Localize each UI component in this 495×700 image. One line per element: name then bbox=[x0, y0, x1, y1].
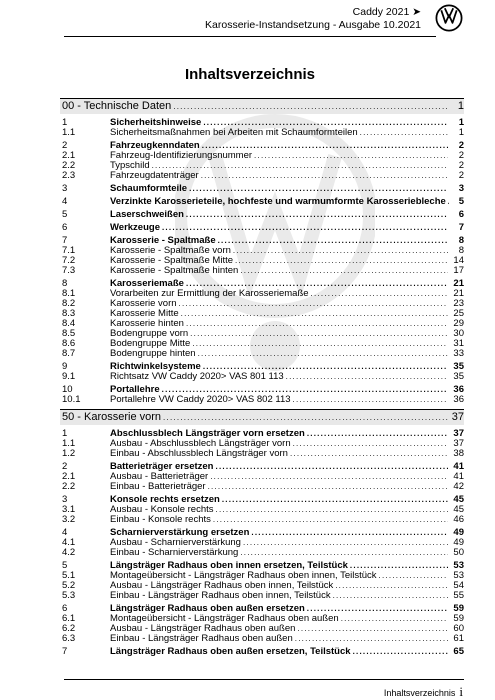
toc-leader-dots bbox=[233, 246, 448, 256]
page-header bbox=[121, 6, 421, 32]
toc-entry[interactable] bbox=[60, 184, 464, 194]
toc-entry-title: Verzinkte Karosserieteile, hochfeste und warmumformte Karosseriebleche bbox=[110, 196, 446, 207]
toc-entry-number: 6.2 bbox=[62, 623, 76, 634]
toc-page-number: 2 bbox=[458, 150, 464, 161]
toc-page-number: 61 bbox=[453, 633, 464, 644]
toc-leader-dots bbox=[360, 128, 448, 138]
toc-leader-dots bbox=[254, 151, 448, 161]
toc-entry-title: Batterieträger ersetzen bbox=[110, 461, 214, 472]
toc-entry-title: Längsträger Radhaus oben außen ersetzen, Teilstück bbox=[110, 646, 351, 657]
toc-entry-title: Richtwinkelsysteme bbox=[110, 361, 201, 372]
toc-entry-number: 3 bbox=[62, 183, 68, 194]
toc-entry[interactable] bbox=[60, 223, 464, 233]
toc-entry-title: Längsträger Radhaus oben innen ersetzen, Teilstück bbox=[110, 560, 348, 571]
toc-page-number: 35 bbox=[453, 361, 464, 372]
toc-page-number: 37 bbox=[453, 438, 464, 449]
toc-page-number: 1 bbox=[458, 117, 464, 128]
toc-page-number: 41 bbox=[453, 471, 464, 482]
toc-entry-number: 7.3 bbox=[62, 265, 76, 276]
toc-entry-number: 1.2 bbox=[62, 448, 76, 459]
toc-page-number: 23 bbox=[453, 298, 464, 309]
toc-page-number: 38 bbox=[453, 448, 464, 459]
toc-page-number: 8 bbox=[458, 235, 464, 246]
toc-entry-title: Einbau - Abschlussblech Längsträger vorn bbox=[110, 448, 288, 459]
toc-entry-number: 5.3 bbox=[62, 590, 76, 601]
toc-page-number: 17 bbox=[453, 265, 464, 276]
toc-entry-title: Schaumformteile bbox=[110, 183, 188, 194]
toc-page-number: 30 bbox=[453, 328, 464, 339]
toc-page-number: 50 bbox=[453, 547, 464, 558]
toc-entry-number: 2.1 bbox=[62, 471, 76, 482]
toc-leader-dots bbox=[201, 171, 448, 181]
toc-leader-dots bbox=[341, 614, 448, 624]
toc-entry[interactable] bbox=[60, 591, 464, 601]
toc-entry-title: Karosserie - Spaltmaße Mitte bbox=[110, 255, 234, 266]
table-of-contents bbox=[60, 94, 464, 657]
toc-leader-dots bbox=[198, 349, 448, 359]
toc-entry-title: Ausbau - Konsole rechts bbox=[110, 504, 214, 515]
toc-page-number: 49 bbox=[453, 537, 464, 548]
toc-entry-title: Abschlussblech Längsträger vorn ersetzen bbox=[110, 428, 305, 439]
toc-entry-number: 7.1 bbox=[62, 245, 76, 256]
toc-page-number: 37 bbox=[451, 411, 464, 423]
toc-entry-number: 9.1 bbox=[62, 371, 76, 382]
toc-entry-title: Montageübersicht - Längsträger Radhaus oben innen, Teilstück bbox=[110, 570, 377, 581]
toc-page-number: 35 bbox=[453, 371, 464, 382]
toc-entry-title: Ausbau - Scharnierverstärkung bbox=[110, 537, 241, 548]
toc-entry-title: Einbau - Konsole rechts bbox=[110, 514, 211, 525]
toc-entry-number: 6 bbox=[62, 603, 68, 614]
toc-entry-title: 00 - Technische Daten bbox=[62, 100, 172, 112]
toc-entry-title: Einbau - Längsträger Radhaus oben außen bbox=[110, 633, 293, 644]
toc-entry-number: 10 bbox=[62, 384, 73, 395]
toc-page-number: 31 bbox=[453, 338, 464, 349]
toc-entry[interactable] bbox=[60, 548, 464, 558]
toc-leader-dots bbox=[208, 482, 448, 492]
toc-entry-number: 1.1 bbox=[62, 127, 76, 138]
toc-entry-title: Längsträger Radhaus oben außen ersetzen bbox=[110, 603, 305, 614]
toc-page-number: 59 bbox=[453, 613, 464, 624]
toc-page-number: 5 bbox=[458, 196, 464, 207]
toc-entry-number: 3 bbox=[62, 494, 68, 505]
toc-entry-title: Montageübersicht - Längsträger Radhaus oben außen bbox=[110, 613, 339, 624]
toc-leader-dots bbox=[307, 429, 448, 439]
toc-entry-number: 6 bbox=[62, 222, 68, 233]
toc-entry-title: Bodengruppe vorn bbox=[110, 328, 189, 339]
toc-page-number: 7 bbox=[458, 222, 464, 233]
toc-page-number: 45 bbox=[453, 504, 464, 515]
toc-entry[interactable] bbox=[60, 634, 464, 644]
toc-entry-number: 8.6 bbox=[62, 338, 76, 349]
toc-entry-number: 6.1 bbox=[62, 613, 76, 624]
toc-entry-title: Ausbau - Längsträger Radhaus oben innen, Teilstück bbox=[110, 580, 334, 591]
toc-entry-number: 5 bbox=[62, 560, 68, 571]
toc-page-number: 36 bbox=[453, 384, 464, 395]
toc-entry-number: 7 bbox=[62, 235, 68, 246]
toc-entry-title: Ausbau - Längsträger Radhaus oben außen bbox=[110, 623, 296, 634]
toc-entry-number: 1.1 bbox=[62, 438, 76, 449]
toc-entry-title: Bodengruppe Mitte bbox=[110, 338, 191, 349]
page-title: Inhaltsverzeichnis bbox=[184, 66, 316, 83]
toc-entry-number: 7 bbox=[62, 646, 68, 657]
toc-entry-number: 4 bbox=[62, 196, 68, 207]
toc-entry[interactable] bbox=[60, 482, 464, 492]
toc-leader-dots bbox=[162, 223, 448, 233]
toc-entry-title: Ausbau - Batterieträger bbox=[110, 471, 209, 482]
toc-page-number: 60 bbox=[453, 623, 464, 634]
toc-leader-dots bbox=[251, 528, 448, 538]
toc-entry-number: 2.3 bbox=[62, 170, 76, 181]
header-divider bbox=[64, 36, 436, 37]
toc-entry-title: Karosserie - Spaltmaße hinten bbox=[110, 265, 239, 276]
toc-leader-dots bbox=[186, 319, 448, 329]
toc-entry-title: Karosseriemaße bbox=[110, 278, 184, 289]
toc-entry-title: Einbau - Scharnierverstärkung bbox=[110, 547, 239, 558]
toc-entry-number: 8 bbox=[62, 278, 68, 289]
toc-page-number: 41 bbox=[453, 461, 464, 472]
toc-entry[interactable] bbox=[60, 449, 464, 459]
toc-page-number: 6 bbox=[458, 209, 464, 220]
toc-page-number: 33 bbox=[453, 348, 464, 359]
toc-chapter[interactable] bbox=[60, 409, 464, 425]
toc-entry-number: 7.2 bbox=[62, 255, 76, 266]
toc-page-number: 29 bbox=[453, 318, 464, 329]
toc-leader-dots bbox=[213, 515, 448, 525]
toc-entry[interactable] bbox=[60, 349, 464, 359]
toc-leader-dots bbox=[286, 372, 448, 382]
page-footer bbox=[384, 684, 463, 700]
toc-entry-title: 50 - Karosserie vorn bbox=[62, 411, 162, 423]
toc-entry-title: Portallehre VW Caddy 2020> VAS 802 113 bbox=[110, 394, 291, 405]
toc-entry-number: 5.2 bbox=[62, 580, 76, 591]
toc-entry-title: Scharnierverstärkung ersetzen bbox=[110, 527, 250, 538]
toc-page-number: 54 bbox=[453, 580, 464, 591]
toc-leader-dots bbox=[243, 538, 448, 548]
toc-leader-dots bbox=[210, 472, 448, 482]
toc-entry-number: 10.1 bbox=[62, 394, 81, 405]
toc-leader-dots bbox=[190, 329, 448, 339]
toc-leader-dots bbox=[222, 495, 448, 505]
toc-page-number: 65 bbox=[453, 646, 464, 657]
header-subtitle: Karosserie-Instandsetzung - Ausgabe 10.2021 bbox=[205, 19, 421, 31]
toc-leader-dots bbox=[295, 634, 448, 644]
toc-entry-number: 8.2 bbox=[62, 298, 76, 309]
toc-page-number: 3 bbox=[458, 183, 464, 194]
toc-entry-number: 4.1 bbox=[62, 537, 76, 548]
toc-entry-title: Portallehre bbox=[110, 384, 160, 395]
toc-entry-number: 8.5 bbox=[62, 328, 76, 339]
toc-entry-title: Sicherheitsmaßnahmen bei Arbeiten mit Schaumformteilen bbox=[110, 127, 358, 138]
toc-entry-number: 2.1 bbox=[62, 150, 76, 161]
toc-entry-number: 5 bbox=[62, 209, 68, 220]
toc-entry-number: 8.7 bbox=[62, 348, 76, 359]
toc-leader-dots bbox=[192, 339, 448, 349]
toc-entry[interactable] bbox=[60, 171, 464, 181]
toc-entry-title: Karosserie - Spaltmaße vorn bbox=[110, 245, 231, 256]
toc-entry-title: Laserschweißen bbox=[110, 209, 184, 220]
toc-leader-dots bbox=[163, 410, 448, 425]
toc-entry-number: 2 bbox=[62, 140, 68, 151]
toc-entry-number: 2.2 bbox=[62, 481, 76, 492]
toc-page-number: 1 bbox=[458, 127, 464, 138]
toc-entry-number: 4 bbox=[62, 527, 68, 538]
toc-entry-title: Ausbau - Abschlussblech Längsträger vorn bbox=[110, 438, 291, 449]
toc-entry-title: Karosserie vorn bbox=[110, 298, 177, 309]
toc-page-number: 1 bbox=[457, 100, 464, 112]
toc-leader-dots bbox=[293, 439, 448, 449]
toc-page-number: 53 bbox=[453, 560, 464, 571]
toc-page-number: 45 bbox=[453, 494, 464, 505]
toc-entry-number: 3.1 bbox=[62, 504, 76, 515]
toc-entry-number: 1 bbox=[62, 428, 68, 439]
toc-leader-dots bbox=[173, 99, 448, 114]
toc-entry-title: Sicherheitshinweise bbox=[110, 117, 202, 128]
toc-leader-dots bbox=[235, 256, 448, 266]
toc-page-number: 46 bbox=[453, 514, 464, 525]
toc-entry-title: Karosserie Mitte bbox=[110, 308, 179, 319]
toc-entry[interactable] bbox=[60, 647, 464, 657]
footer-divider bbox=[64, 679, 464, 680]
toc-entry-title: Fahrzeug-Identifizierungsnummer bbox=[110, 150, 253, 161]
toc-entry-title: Karosserie hinten bbox=[110, 318, 184, 329]
toc-page-number: 55 bbox=[453, 590, 464, 601]
toc-entry[interactable] bbox=[60, 372, 464, 382]
toc-page-number: 8 bbox=[458, 245, 464, 256]
toc-entry-number: 1 bbox=[62, 117, 68, 128]
toc-page-number: 2 bbox=[458, 170, 464, 181]
toc-leader-dots bbox=[240, 266, 448, 276]
toc-leader-dots bbox=[335, 581, 448, 591]
toc-entry-title: Richtsatz VW Caddy 2020> VAS 801 113 bbox=[110, 371, 284, 382]
toc-entry-title: Vorarbeiten zur Ermittlung der Karosseriemaße bbox=[110, 288, 309, 299]
toc-leader-dots bbox=[379, 571, 448, 581]
toc-entry-number: 4.2 bbox=[62, 547, 76, 558]
toc-page-number: 36 bbox=[453, 394, 464, 405]
toc-page-number: 2 bbox=[458, 160, 464, 171]
vw-logo-icon bbox=[435, 4, 463, 32]
toc-entry[interactable] bbox=[60, 210, 464, 220]
toc-leader-dots bbox=[218, 236, 448, 246]
footer-label: Inhaltsverzeichnis bbox=[383, 688, 456, 698]
toc-entry-number: 8.3 bbox=[62, 308, 76, 319]
toc-page-number: 37 bbox=[453, 428, 464, 439]
toc-leader-dots bbox=[216, 462, 449, 472]
toc-leader-dots bbox=[189, 184, 448, 194]
toc-entry-title: Bodengruppe hinten bbox=[110, 348, 196, 359]
toc-leader-dots bbox=[297, 624, 448, 634]
toc-leader-dots bbox=[181, 309, 448, 319]
toc-leader-dots bbox=[311, 289, 448, 299]
toc-page-number: 59 bbox=[453, 603, 464, 614]
toc-page-number: 25 bbox=[453, 308, 464, 319]
toc-entry[interactable] bbox=[60, 395, 464, 405]
toc-leader-dots bbox=[293, 395, 448, 405]
toc-entry-title: Fahrzeugdatenträger bbox=[110, 170, 199, 181]
toc-leader-dots bbox=[290, 449, 448, 459]
toc-entry[interactable] bbox=[60, 128, 464, 138]
toc-page-number: 49 bbox=[453, 527, 464, 538]
toc-entry-number: 8.1 bbox=[62, 288, 76, 299]
toc-page-number: 42 bbox=[453, 481, 464, 492]
toc-leader-dots bbox=[240, 548, 448, 558]
toc-entry[interactable] bbox=[60, 266, 464, 276]
toc-entry-number: 9 bbox=[62, 361, 68, 372]
toc-entry-number: 6.3 bbox=[62, 633, 76, 644]
toc-page-number: 2 bbox=[458, 140, 464, 151]
toc-entry-number: 2 bbox=[62, 461, 68, 472]
toc-chapter[interactable] bbox=[60, 98, 464, 114]
toc-page-number: 53 bbox=[453, 570, 464, 581]
toc-page-number: 21 bbox=[453, 288, 464, 299]
toc-entry-number: 2.2 bbox=[62, 160, 76, 171]
toc-page-number: 21 bbox=[453, 278, 464, 289]
toc-leader-dots bbox=[186, 210, 448, 220]
toc-entry-title: Karosserie - Spaltmaße bbox=[110, 235, 216, 246]
toc-entry-number: 8.4 bbox=[62, 318, 76, 329]
toc-entry-title: Werkzeuge bbox=[110, 222, 160, 233]
toc-entry-number: 5.1 bbox=[62, 570, 76, 581]
toc-entry-title: Einbau - Längsträger Radhaus oben innen, Teilstück bbox=[110, 590, 331, 601]
header-model: Caddy 2021 ➤ bbox=[352, 6, 421, 18]
toc-entry-number: 3.2 bbox=[62, 514, 76, 525]
toc-entry-title: Einbau - Batterieträger bbox=[110, 481, 206, 492]
toc-leader-dots bbox=[179, 299, 448, 309]
footer-page-number: i bbox=[459, 684, 463, 699]
toc-entry[interactable] bbox=[60, 515, 464, 525]
toc-entry-title: Fahrzeugkenndaten bbox=[110, 140, 200, 151]
toc-page-number: 14 bbox=[453, 255, 464, 266]
toc-leader-dots bbox=[216, 505, 448, 515]
toc-entry-title: Konsole rechts ersetzen bbox=[110, 494, 220, 505]
toc-leader-dots bbox=[333, 591, 448, 601]
toc-entry[interactable] bbox=[60, 197, 464, 207]
toc-leader-dots bbox=[353, 647, 448, 657]
toc-entry-title: Typschild bbox=[110, 160, 150, 171]
